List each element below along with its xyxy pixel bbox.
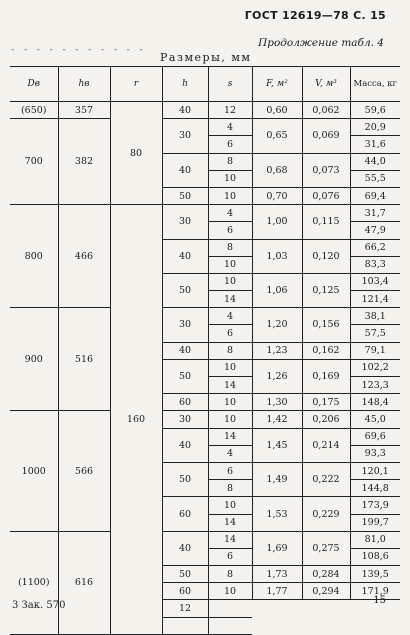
header-col-h: h: [162, 67, 208, 102]
cell-h: 60: [162, 394, 208, 411]
cell-s: 10: [208, 411, 252, 428]
cell-area-f: 1,06: [252, 273, 302, 307]
header-col-d: Dв: [10, 67, 58, 102]
cell-radius-r: 160: [110, 205, 162, 635]
table-continuation-label: Продолжение табл. 4: [258, 37, 384, 49]
cell-diameter: 900: [10, 308, 58, 411]
cell-h: 40: [162, 102, 208, 119]
cell-mass: 173,9: [350, 497, 400, 514]
cell-mass: 69,4: [350, 187, 400, 204]
cell-diameter: (650): [10, 102, 58, 119]
cell-area-f: 1,26: [252, 359, 302, 393]
cell-s: 4: [208, 308, 252, 325]
cell-mass: 47,9: [350, 222, 400, 239]
cell-mass: 102,2: [350, 359, 400, 376]
cell-area-f: 0,70: [252, 187, 302, 204]
cell-s: 4: [208, 205, 252, 222]
cell-area-f: 1,23: [252, 342, 302, 359]
cell-volume-v: 0,175: [302, 394, 350, 411]
cell-mass: 79,1: [350, 342, 400, 359]
cell-volume-v: 0,125: [302, 273, 350, 307]
cell-height-hb: 616: [58, 531, 110, 634]
cell-height-hb: 466: [58, 205, 110, 308]
cell-area-f: 0,60: [252, 102, 302, 119]
cell-h: 50: [162, 462, 208, 496]
cell-area-f: 1,20: [252, 308, 302, 342]
cell-area-f: 1,42: [252, 411, 302, 428]
table-body: [10, 102, 400, 635]
table-header-row: [10, 67, 400, 102]
cell-mass: 38,1: [350, 308, 400, 325]
cell-volume-v: 0,294: [302, 583, 350, 600]
cell-radius-r: 80: [110, 102, 162, 205]
cell-h: 40: [162, 531, 208, 565]
cell-h: 60: [162, 583, 208, 600]
cell-mass: 123,3: [350, 377, 400, 394]
header-col-hb: hв: [58, 67, 110, 102]
cell-s: 14: [208, 531, 252, 548]
cell-s: 10: [208, 187, 252, 204]
cell-h: 30: [162, 205, 208, 239]
header-col-mass: Масса, кг: [350, 67, 400, 102]
cell-volume-v: 0,222: [302, 462, 350, 496]
header-col-r: r: [110, 67, 162, 102]
cell-area-f: 1,77: [252, 583, 302, 600]
cell-volume-v: 0,284: [302, 566, 350, 583]
cell-area-f: 1,03: [252, 239, 302, 273]
cell-area-f: 1,53: [252, 497, 302, 531]
cell-volume-v: 0,076: [302, 187, 350, 204]
header-col-f: F, м²: [252, 67, 302, 102]
dimensions-table: [10, 66, 400, 635]
cell-s: 10: [208, 359, 252, 376]
cell-mass: 93,3: [350, 445, 400, 462]
cell-mass: 31,6: [350, 136, 400, 153]
cell-mass: 55,5: [350, 170, 400, 187]
cell-s: 8: [208, 153, 252, 170]
cell-height-hb: 382: [58, 119, 110, 205]
cell-mass: 81,0: [350, 531, 400, 548]
cell-s: 10: [208, 256, 252, 273]
cell-s: 6: [208, 462, 252, 479]
cell-s: 10: [208, 394, 252, 411]
cell-s: 14: [208, 377, 252, 394]
cell-mass: 103,4: [350, 273, 400, 290]
cell-s: 6: [208, 548, 252, 565]
cell-mass: [208, 617, 252, 634]
cell-s: 12: [162, 600, 208, 617]
cell-area-f: 1,73: [252, 566, 302, 583]
cell-area-f: 1,69: [252, 531, 302, 565]
cell-mass: 139,5: [350, 566, 400, 583]
dash-rule: - - - - - - - - - - -: [10, 45, 145, 55]
cell-mass: 144,8: [350, 480, 400, 497]
cell-mass: 20,9: [350, 119, 400, 136]
cell-mass: 31,7: [350, 205, 400, 222]
cell-h: 40: [162, 239, 208, 273]
cell-volume-v: 0,069: [302, 119, 350, 153]
cell-volume-v: 0,120: [302, 239, 350, 273]
cell-s: 10: [208, 170, 252, 187]
cell-mass: 69,6: [350, 428, 400, 445]
cell-s: 10: [208, 497, 252, 514]
cell-s: 14: [208, 291, 252, 308]
header-col-v: V, м³: [302, 67, 350, 102]
sizes-title: Размеры, мм: [160, 51, 252, 64]
cell-diameter: 1000: [10, 411, 58, 531]
cell-s: 4: [208, 119, 252, 136]
cell-h: 30: [162, 119, 208, 153]
cell-area-f: 0,65: [252, 119, 302, 153]
cell-h: 50: [162, 566, 208, 583]
cell-mass: 57,5: [350, 325, 400, 342]
cell-s: 6: [208, 325, 252, 342]
cell-s: 8: [208, 566, 252, 583]
cell-volume-v: 0,229: [302, 497, 350, 531]
cell-h: 60: [162, 497, 208, 531]
cell-h: 50: [162, 273, 208, 307]
cell-area-f: 1,45: [252, 428, 302, 462]
cell-mass: 66,2: [350, 239, 400, 256]
cell-s: 12: [208, 102, 252, 119]
cell-s: 8: [208, 239, 252, 256]
cell-mass: 199,7: [350, 514, 400, 531]
cell-area-f: 1,00: [252, 205, 302, 239]
cell-volume-v: 0,156: [302, 308, 350, 342]
cell-area-f: 1,30: [252, 394, 302, 411]
cell-mass: 108,6: [350, 548, 400, 565]
page-number: 15: [373, 595, 386, 606]
cell-volume-v: 0,169: [302, 359, 350, 393]
footer-order-number: 3 Зак. 570: [12, 600, 66, 611]
cell-h: 40: [162, 153, 208, 187]
table-row: [10, 102, 400, 119]
cell-height-hb: 516: [58, 308, 110, 411]
cell-volume-v: 0,115: [302, 205, 350, 239]
cell-mass: 121,4: [350, 291, 400, 308]
table-row: [10, 205, 400, 222]
cell-s: 8: [208, 342, 252, 359]
table-row: [10, 119, 400, 136]
cell-mass: 44,0: [350, 153, 400, 170]
cell-diameter: 800: [10, 205, 58, 308]
cell-h: 30: [162, 308, 208, 342]
cell-h: 50: [162, 187, 208, 204]
cell-mass: 59,6: [350, 102, 400, 119]
cell-mass: 45,0: [350, 411, 400, 428]
cell-h: 50: [162, 359, 208, 393]
cell-h: 40: [162, 428, 208, 462]
cell-area-f: 0,68: [252, 153, 302, 187]
cell-mass: 120,1: [350, 462, 400, 479]
cell-height-hb: 566: [58, 411, 110, 531]
cell-s: 6: [208, 222, 252, 239]
cell-h: 40: [162, 342, 208, 359]
cell-diameter: (1100): [10, 531, 58, 634]
cell-s: 8: [208, 480, 252, 497]
cell-s: [162, 617, 208, 634]
cell-mass: 83,3: [350, 256, 400, 273]
cell-mass: 171,9: [350, 583, 400, 600]
cell-s: 4: [208, 445, 252, 462]
cell-height-hb: 357: [58, 102, 110, 119]
cell-s: 14: [208, 428, 252, 445]
cell-s: 14: [208, 514, 252, 531]
cell-s: 6: [208, 136, 252, 153]
cell-volume-v: 0,073: [302, 153, 350, 187]
cell-mass: 148,4: [350, 394, 400, 411]
table-row: [10, 531, 400, 548]
table-row: [10, 411, 400, 428]
cell-mass: [208, 600, 252, 617]
page-header: ГОСТ 12619—78 С. 15: [244, 9, 386, 22]
cell-h: 30: [162, 411, 208, 428]
cell-volume-v: 0,062: [302, 102, 350, 119]
cell-s: 10: [208, 273, 252, 290]
cell-volume-v: 0,275: [302, 531, 350, 565]
header-col-s: s: [208, 67, 252, 102]
cell-volume-v: 0,214: [302, 428, 350, 462]
cell-volume-v: 0,162: [302, 342, 350, 359]
table-row: [10, 308, 400, 325]
cell-s: 10: [208, 583, 252, 600]
cell-volume-v: 0,206: [302, 411, 350, 428]
cell-area-f: 1,49: [252, 462, 302, 496]
cell-diameter: 700: [10, 119, 58, 205]
